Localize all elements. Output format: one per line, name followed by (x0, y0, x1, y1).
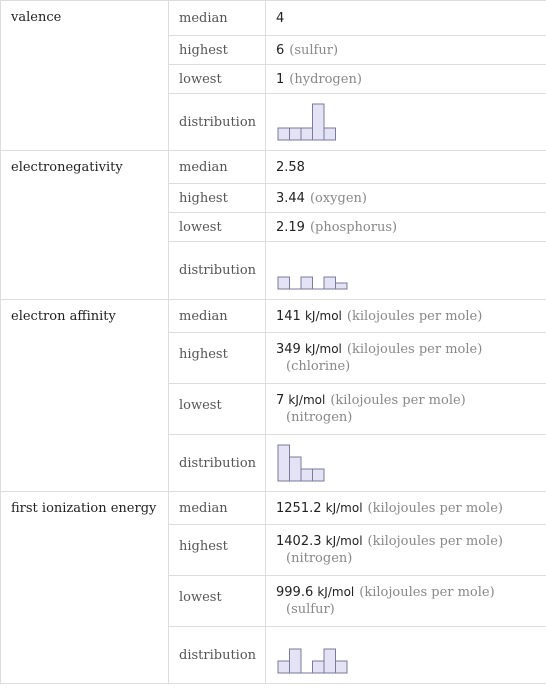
histogram-bar (336, 661, 348, 673)
histogram-bar (290, 457, 302, 481)
stat-value (266, 184, 546, 213)
value-number: 4 (276, 10, 285, 26)
distribution-histogram (276, 100, 366, 144)
stat-label: lowest (169, 213, 266, 242)
value-unit: kJ/mol (325, 534, 363, 548)
value-unit: kJ/mol (317, 585, 355, 599)
value-number: 349 (276, 342, 301, 357)
distribution-histogram (276, 441, 366, 485)
value-number: 6 (276, 42, 285, 58)
value-number: 2.58 (276, 159, 305, 175)
value-number: 2.19 (276, 219, 305, 235)
value-number: 7 (276, 393, 285, 408)
histogram-bar (290, 649, 302, 673)
property-name: electron affinity (1, 300, 169, 492)
value-note: (sulfur) (289, 42, 339, 58)
value-number: 141 (276, 308, 301, 324)
histogram-bar (290, 128, 302, 140)
value-note: (nitrogen) (286, 410, 353, 425)
stat-label: lowest (169, 576, 266, 627)
stat-value (266, 65, 546, 94)
histogram-bar (324, 649, 336, 673)
value-note: (oxygen) (309, 190, 367, 206)
stat-value (266, 213, 546, 242)
value-number: 1 (276, 71, 285, 87)
property-name: electronegativity (1, 151, 169, 300)
stat-label: median (169, 151, 266, 184)
stat-value (266, 151, 546, 184)
value-unit: kJ/mol (304, 342, 342, 356)
histogram-bar (278, 128, 290, 140)
stat-label: distribution (169, 242, 266, 300)
value-note: (sulfur) (286, 602, 335, 617)
histogram-bar (301, 469, 313, 481)
stat-label: median (169, 1, 266, 36)
distribution-cell (266, 242, 546, 300)
stat-label: distribution (169, 627, 266, 684)
histogram-bar (313, 104, 325, 140)
distribution-cell (266, 435, 546, 492)
stat-label: highest (169, 333, 266, 384)
value-unit: kJ/mol (288, 393, 326, 407)
property-name: first ionization energy (1, 492, 169, 684)
stat-value (266, 1, 546, 36)
value-unit: kJ/mol (325, 500, 363, 515)
distribution-histogram (276, 633, 366, 677)
value-unit: kJ/mol (304, 308, 342, 323)
stat-label: lowest (169, 384, 266, 435)
unit-name: (kilojoules per mole) (359, 585, 495, 600)
histogram-bar (324, 277, 336, 289)
stat-label: distribution (169, 435, 266, 492)
unit-name: (kilojoules per mole) (367, 500, 503, 516)
stat-value (266, 300, 546, 333)
histogram-bar (278, 445, 290, 481)
electronegativity-median-row (1, 151, 546, 184)
histogram-bar (336, 283, 348, 289)
stat-label: highest (169, 36, 266, 65)
stat-label: lowest (169, 65, 266, 94)
value-note: (nitrogen) (286, 551, 353, 566)
stat-label: highest (169, 525, 266, 576)
value-number: 1251.2 (276, 500, 322, 516)
stat-value (266, 333, 546, 384)
stat-label: distribution (169, 94, 266, 151)
histogram-bar (313, 469, 325, 481)
ionization-energy-median-row (1, 492, 546, 525)
value-note: (phosphorus) (309, 219, 398, 235)
stat-label: median (169, 300, 266, 333)
value-number: 3.44 (276, 190, 305, 206)
stat-label: highest (169, 184, 266, 213)
valence-median-row (1, 1, 546, 36)
distribution-cell (266, 94, 546, 151)
stat-label: median (169, 492, 266, 525)
property-name: valence (1, 1, 169, 151)
stat-value (266, 36, 546, 65)
value-note: (hydrogen) (289, 71, 362, 87)
unit-name: (kilojoules per mole) (367, 534, 503, 549)
histogram-bar (278, 661, 290, 673)
distribution-cell (266, 627, 546, 684)
value-note: (chlorine) (286, 359, 351, 374)
unit-name: (kilojoules per mole) (330, 393, 466, 408)
histogram-bar (301, 277, 313, 289)
stat-value (266, 384, 546, 435)
value-number: 1402.3 (276, 534, 322, 549)
unit-name: (kilojoules per mole) (346, 342, 483, 357)
stat-value (266, 525, 546, 576)
histogram-bar (301, 128, 313, 140)
unit-name: (kilojoules per mole) (346, 308, 483, 324)
stat-value (266, 576, 546, 627)
electron-affinity-median-row (1, 300, 546, 333)
value-number: 999.6 (276, 585, 314, 600)
histogram-bar (278, 277, 290, 289)
histogram-bar (313, 661, 325, 673)
histogram-bar (324, 128, 336, 140)
stat-value (266, 492, 546, 525)
distribution-histogram (276, 249, 366, 293)
